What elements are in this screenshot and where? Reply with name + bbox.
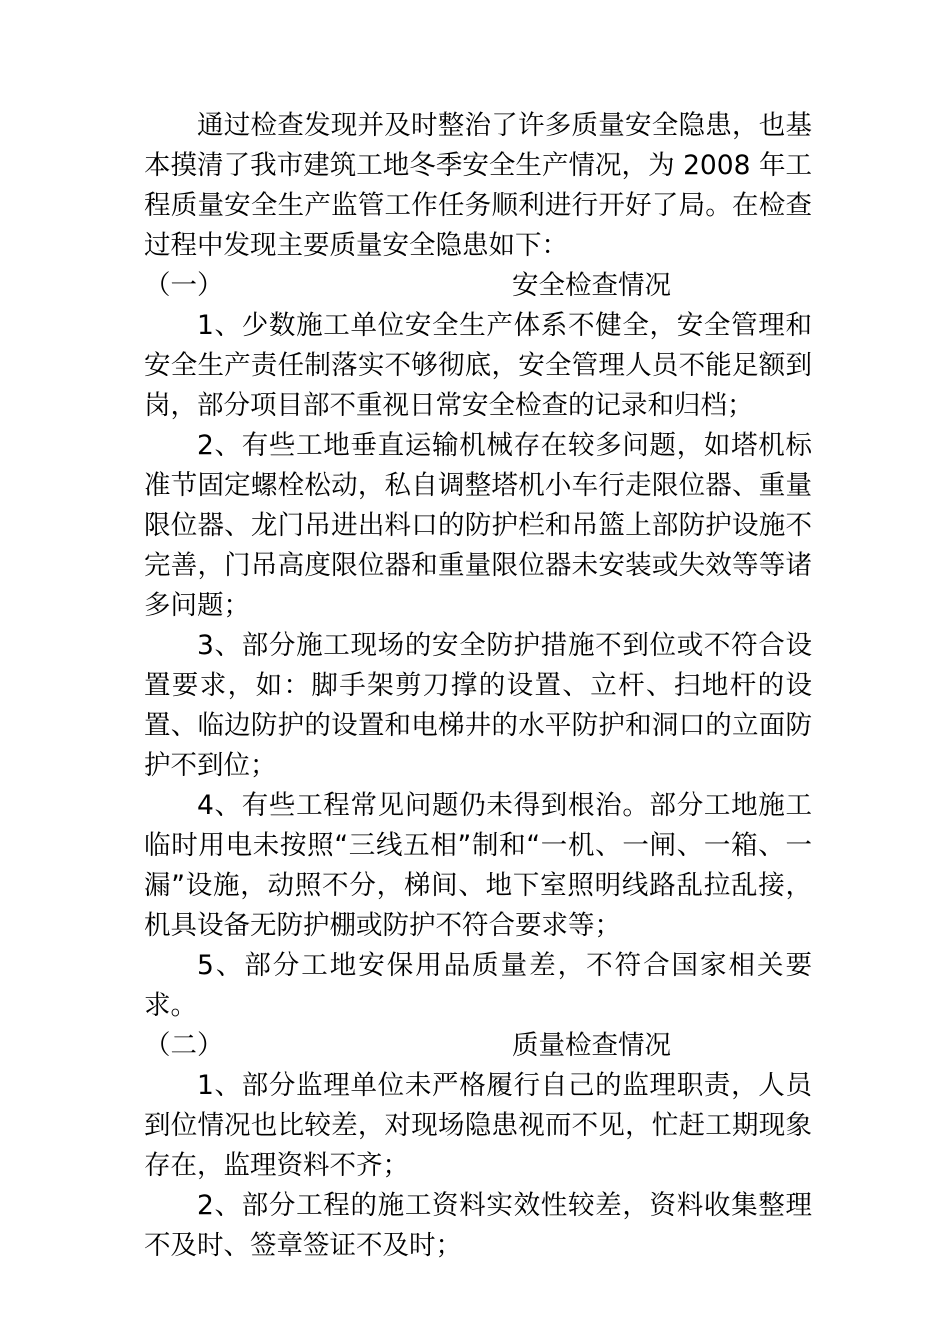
safety-item-4: 4、有些工程常见问题仍未得到根治。部分工地施工临时用电未按照“三线五相”制和“一机、一闸、一箱、一漏”设施，动照不分，梯间、地下室照明线路乱拉乱接，机具设备无防护棚或防护不符合要求等； <box>144 790 812 941</box>
section-heading-safety <box>144 266 812 306</box>
safety-item-2: 2、有些工地垂直运输机械存在较多问题，如塔机标准节固定螺栓松动，私自调整塔机小车行走限位器、重量限位器、龙门吊进出料口的防护栏和吊篮上部防护设施不完善，门吊高度限位器和重量限位器未安装或失效等等诸多问题； <box>144 430 812 621</box>
section-title: 质量检查情况 <box>512 1030 671 1061</box>
intro-paragraph: 通过检查发现并及时整治了许多质量安全隐患，也基本摸清了我市建筑工地冬季安全生产情况，为 2008 年工程质量安全生产监管工作任务顺利进行开好了局。在检查过程中发现主要质量安全隐患如下： <box>144 110 812 261</box>
safety-item-1: 1、少数施工单位安全生产体系不健全，安全管理和安全生产责任制落实不够彻底，安全管理人员不能足额到岗，部分项目部不重视日常安全检查的记录和归档； <box>144 310 812 421</box>
safety-item-5: 5、部分工地安保用品质量差，不符合国家相关要求。 <box>144 950 812 1021</box>
section-title: 安全检查情况 <box>512 270 671 301</box>
section-heading-quality <box>144 1026 812 1066</box>
section-number: （一） <box>144 270 224 301</box>
quality-item-2: 2、部分工程的施工资料实效性较差，资料收集整理不及时、签章签证不及时； <box>144 1190 812 1261</box>
quality-item-1: 1、部分监理单位未严格履行自己的监理职责，人员到位情况也比较差，对现场隐患视而不见，忙赶工期现象存在，监理资料不齐； <box>144 1070 812 1181</box>
safety-item-3: 3、部分施工现场的安全防护措施不到位或不符合设置要求，如：脚手架剪刀撑的设置、立杆、扫地杆的设置、临边防护的设置和电梯井的水平防护和洞口的立面防护不到位； <box>144 630 812 781</box>
document-page <box>144 106 812 1266</box>
section-number: （二） <box>144 1030 224 1061</box>
